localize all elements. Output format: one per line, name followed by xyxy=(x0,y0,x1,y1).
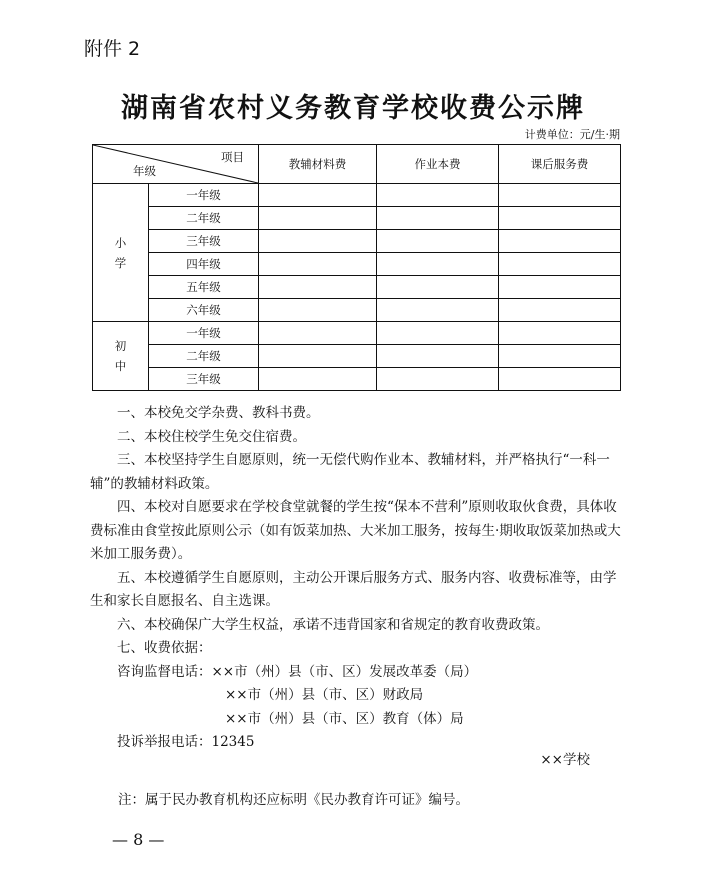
note-item: 二、本校住校学生免交住宿费。 xyxy=(117,428,306,445)
grade-cell: 一年级 xyxy=(149,184,259,207)
fee-input-cell[interactable] xyxy=(259,368,377,391)
fee-input-cell[interactable] xyxy=(377,253,499,276)
notes-section xyxy=(90,402,622,755)
column-header: 作业本费 xyxy=(377,145,499,184)
fee-input-cell[interactable] xyxy=(377,322,499,345)
fee-input-cell[interactable] xyxy=(259,230,377,253)
grade-cell: 二年级 xyxy=(149,207,259,230)
school-level-char: 小 xyxy=(114,235,127,250)
fee-input-cell[interactable] xyxy=(499,184,621,207)
school-level-char: 中 xyxy=(114,359,127,373)
note-item: 七、收费依据： xyxy=(117,640,212,656)
footnote: 注：属于民办教育机构还应标明《民办教育许可证》编号。 xyxy=(118,792,469,808)
grade-cell: 五年级 xyxy=(149,276,259,299)
fee-input-cell[interactable] xyxy=(259,276,377,299)
column-header: 教辅材料费 xyxy=(259,145,377,184)
fee-input-cell[interactable] xyxy=(499,299,621,322)
school-signature: ××学校 xyxy=(540,752,590,768)
note-item: 四、本校对自愿要求在学校食堂就餐的学生按“保本不营利”原则收取伙食费，具体收费标准由食堂按此原则公示（如有饭菜加热、大米加工服务，按每生·期收取饭菜加热或大米加工服务费）。 xyxy=(90,499,621,562)
table-row xyxy=(93,322,621,345)
contact-item: ××市（州）县（市、区）财政局 xyxy=(225,687,424,703)
fee-input-cell[interactable] xyxy=(499,253,621,276)
page-number: — 8 — xyxy=(112,830,165,849)
fee-input-cell[interactable] xyxy=(259,299,377,322)
table-row xyxy=(93,345,621,368)
page-title: 湖南省农村义务教育学校收费公示牌 xyxy=(121,93,585,124)
fee-input-cell[interactable] xyxy=(377,299,499,322)
corner-grade-label: 年级 xyxy=(133,164,156,178)
contact-row xyxy=(90,661,622,685)
fee-input-cell[interactable] xyxy=(499,368,621,391)
fee-input-cell[interactable] xyxy=(377,276,499,299)
column-header: 课后服务费 xyxy=(499,145,621,184)
corner-item-label: 项目 xyxy=(221,150,244,164)
fee-input-cell[interactable] xyxy=(499,345,621,368)
grade-cell: 三年级 xyxy=(149,230,259,253)
fee-input-cell[interactable] xyxy=(499,322,621,345)
school-level-cell xyxy=(93,322,149,391)
school-level-char: 初 xyxy=(114,339,127,353)
fee-input-cell[interactable] xyxy=(377,184,499,207)
fee-input-cell[interactable] xyxy=(259,184,377,207)
table-row xyxy=(93,184,621,207)
fee-input-cell[interactable] xyxy=(377,345,499,368)
grade-cell: 四年级 xyxy=(149,253,259,276)
note-item: 五、本校遵循学生自愿原则，主动公开课后服务方式、服务内容、收费标准等，由学生和家长自愿报名、自主选课。 xyxy=(90,569,617,609)
fee-input-cell[interactable] xyxy=(499,230,621,253)
table-row xyxy=(93,230,621,253)
contact-label: 咨询监督电话： xyxy=(117,663,212,680)
grade-cell: 三年级 xyxy=(149,368,259,391)
contact-item: ××市（州）县（市、区）教育（体）局 xyxy=(225,710,464,727)
table-header-row xyxy=(93,145,621,184)
table-row xyxy=(93,368,621,391)
header-corner-cell xyxy=(93,145,259,184)
fee-table xyxy=(92,144,621,391)
note-item: 六、本校确保广大学生权益，承诺不违背国家和省规定的教育收费政策。 xyxy=(117,616,549,633)
school-level-cell xyxy=(93,184,149,322)
table-row xyxy=(93,207,621,230)
contact-item: ××市（州）县（市、区）发展改革委（局） xyxy=(211,663,478,680)
complaint-phone: 投诉举报电话：12345 xyxy=(117,734,255,750)
grade-cell: 六年级 xyxy=(149,299,259,322)
table-row xyxy=(93,253,621,276)
fee-input-cell[interactable] xyxy=(377,207,499,230)
fee-input-cell[interactable] xyxy=(259,322,377,345)
fee-input-cell[interactable] xyxy=(377,230,499,253)
grade-cell: 二年级 xyxy=(149,345,259,368)
note-item: 一、本校免交学杂费、教科书费。 xyxy=(117,405,320,421)
table-row xyxy=(93,299,621,322)
fee-input-cell[interactable] xyxy=(259,207,377,230)
fee-input-cell[interactable] xyxy=(259,345,377,368)
fee-input-cell[interactable] xyxy=(499,207,621,230)
note-item: 三、本校坚持学生自愿原则，统一无偿代购作业本、教辅材料，并严格执行“一科一辅”的教辅材料政策。 xyxy=(90,452,610,492)
grade-cell: 一年级 xyxy=(149,322,259,345)
fee-input-cell[interactable] xyxy=(499,276,621,299)
school-level-char: 学 xyxy=(114,255,127,270)
fee-input-cell[interactable] xyxy=(259,253,377,276)
attachment-label: 附件 2 xyxy=(84,38,141,60)
fee-input-cell[interactable] xyxy=(377,368,499,391)
table-row xyxy=(93,276,621,299)
unit-label: 计费单位：元/生·期 xyxy=(524,128,620,141)
